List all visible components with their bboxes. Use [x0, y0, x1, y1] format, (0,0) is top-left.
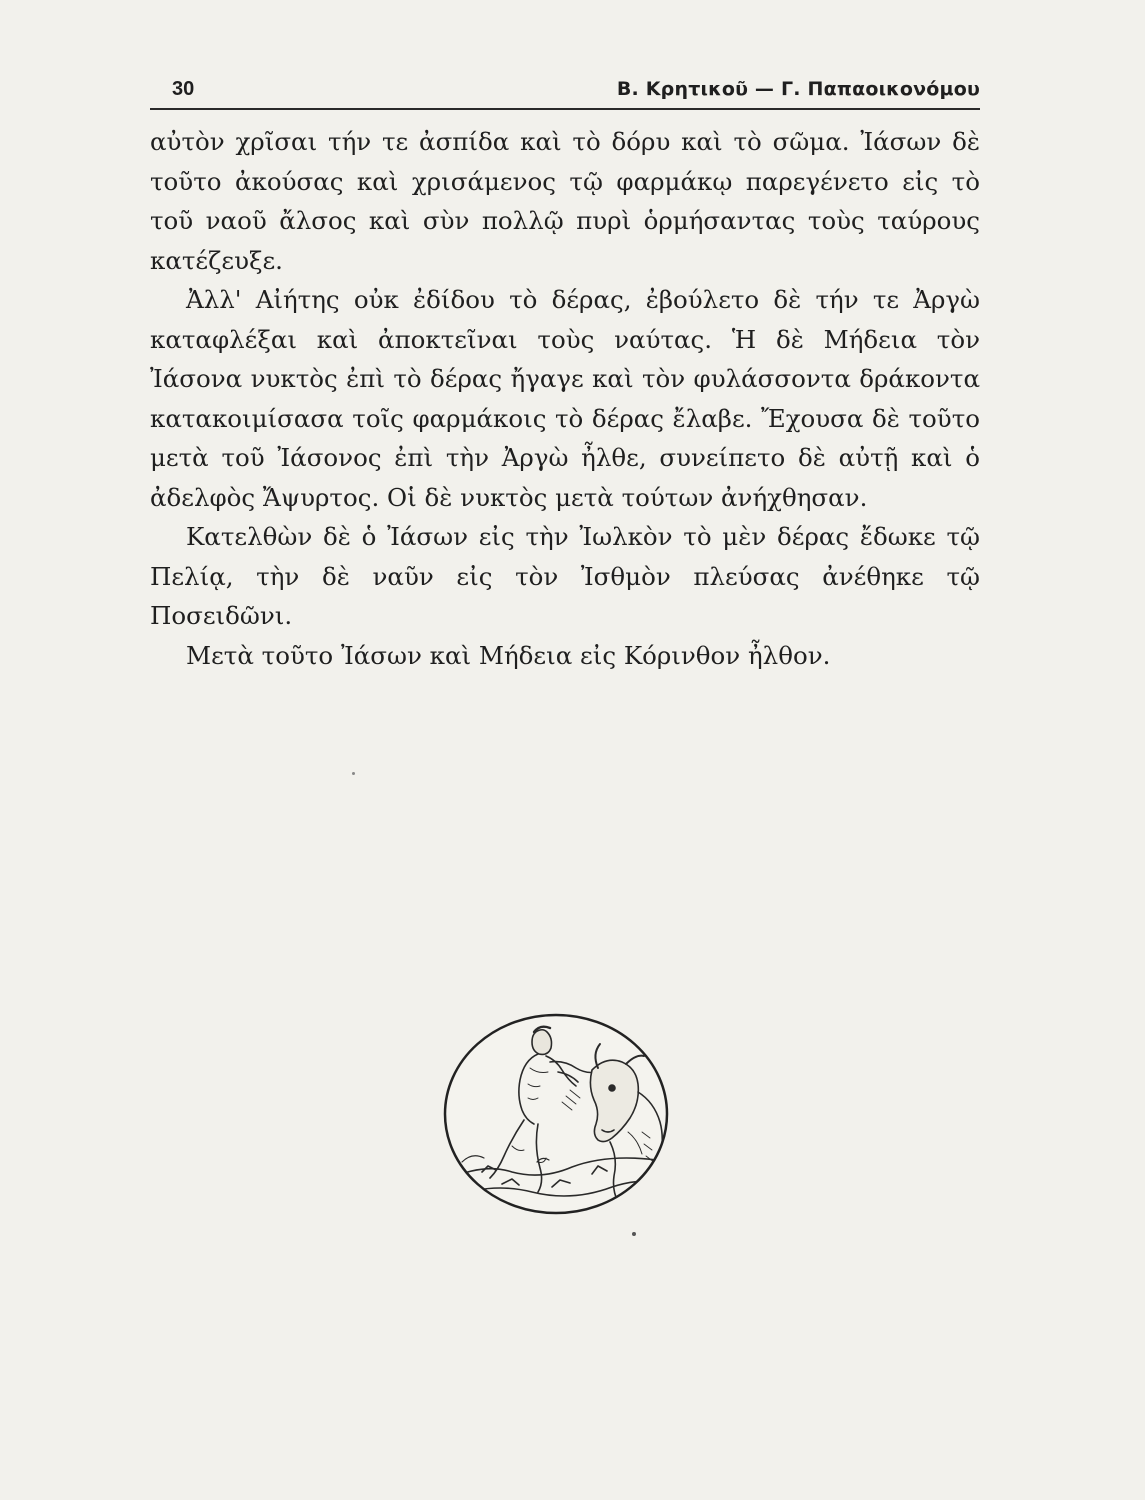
ink-speck — [352, 772, 355, 775]
page-header — [150, 72, 980, 110]
page-number: 30 — [172, 78, 195, 100]
body-text — [150, 122, 980, 675]
running-head: Β. Κρητικοῦ — Γ. Παπαοικονόμου — [616, 78, 980, 100]
paragraph-4: Μετὰ τοῦτο Ἰάσων καὶ Μήδεια εἰς Κόρινθον ἦλθον. — [186, 640, 831, 670]
jason-yoking-bull-illustration — [442, 1012, 670, 1216]
ink-speck — [632, 1232, 636, 1236]
paragraph-3: Κατελθὼν δὲ ὁ Ἰάσων εἰς τὴν Ἰωλκὸν τὸ μὲν δέρας ἔδωκε τῷ Πελίᾳ, τὴν δὲ ναῦν εἰς τὸν Ἰσθμὸν πλεύσας ἀνέθηκε τῷ Ποσειδῶνι. — [150, 522, 980, 630]
paragraph-2: Ἀλλ' Αἰήτης οὐκ ἐδίδου τὸ δέρας, ἐβούλετο δὲ τήν τε Ἀργὼ καταφλέξαι καὶ ἀποκτεῖναι τοὺς ναύτας. Ἡ δὲ Μήδεια τὸν Ἰάσονα νυκτὸς ἐπὶ τὸ δέρας ἤγαγε καὶ τὸν φυλάσσοντα δράκοντα κατακοιμίσασα τοῖς φαρμάκοις τὸ δέρας ἔλαβε. Ἔχουσα δὲ τοῦτο μετὰ τοῦ Ἰάσονος ἐπὶ τὴν Ἀργὼ ἦλθε, συνείπετο δὲ αὐτῇ καὶ ὁ ἀδελφὸς Ἄψυρτος. Οἱ δὲ νυκτὸς μετὰ τούτων ἀνήχθησαν. — [150, 285, 980, 512]
paragraph-1: αὐτὸν χρῖσαι τήν τε ἀσπίδα καὶ τὸ δόρυ καὶ τὸ σῶμα. Ἰάσων δὲ τοῦτο ἀκούσας καὶ χρισάμενος τῷ φαρμάκῳ παρεγένετο εἰς τὸ τοῦ ναοῦ ἄλσος καὶ σὺν πολλῷ πυρὶ ὁρμήσαντας τοὺς ταύρους κατέζευξε. — [150, 127, 980, 275]
